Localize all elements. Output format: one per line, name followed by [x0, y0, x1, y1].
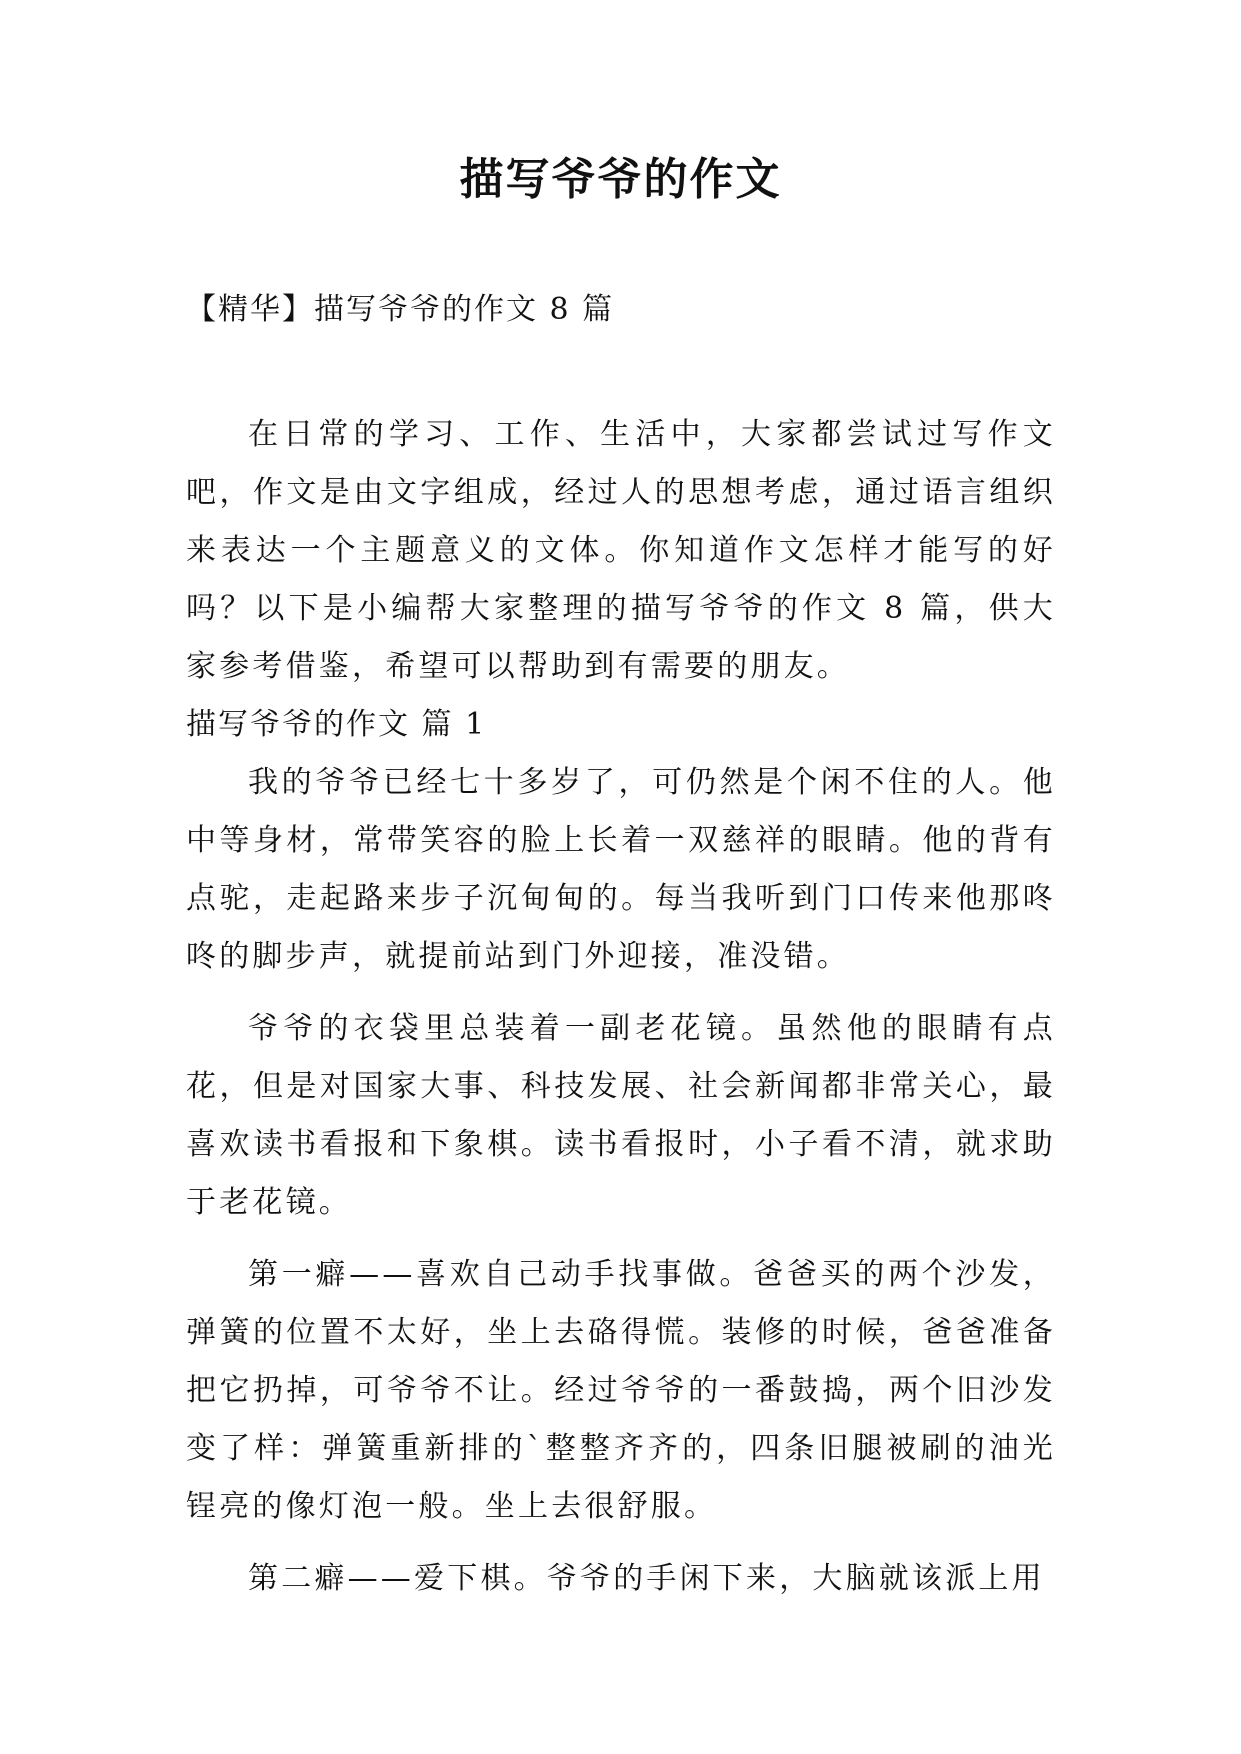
section-heading: 描写爷爷的作文 篇 1 [186, 707, 487, 742]
document-body [186, 406, 1056, 1608]
body-paragraph: 爷爷的衣袋里总装着一副老花镜。虽然他的眼睛有点花，但是对国家大事、科技发展、社会新闻都非常关心，最喜欢读书看报和下象棋。读书看报时，小子看不清，就求助于老花镜。 [186, 1011, 1056, 1220]
body-paragraph: 第一癖——喜欢自己动手找事做。爸爸买的两个沙发，弹簧的位置不太好，坐上去硌得慌。装修的时候，爸爸准备把它扔掉，可爷爷不让。经过爷爷的一番鼓捣，两个旧沙发变了样：弹簧重新排的`整整齐齐的，四条旧腿被刷的油光锃亮的像灯泡一般。坐上去很舒服。 [186, 1257, 1056, 1524]
intro-paragraph: 在日常的学习、工作、生活中，大家都尝试过写作文吧，作文是由文字组成，经过人的思想考虑，通过语言组织来表达一个主题意义的文体。你知道作文怎样才能写的好吗？以下是小编帮大家整理的描写爷爷的作文 8 篇，供大家参考借鉴，希望可以帮助到有需要的朋友。 [186, 417, 1056, 684]
body-paragraph: 第二癖——爱下棋。爷爷的手闲下来，大脑就该派上用 [248, 1561, 1045, 1596]
document-subtitle: 【精华】描写爷爷的作文 8 篇 [186, 292, 615, 327]
document-title: 描写爷爷的作文 [459, 154, 782, 205]
body-paragraph: 我的爷爷已经七十多岁了，可仍然是个闲不住的人。他中等身材，常带笑容的脸上长着一双慈祥的眼睛。他的背有点驼，走起路来步子沉甸甸的。每当我听到门口传来他那咚咚的脚步声，就提前站到门外迎接，准没错。 [186, 765, 1056, 974]
